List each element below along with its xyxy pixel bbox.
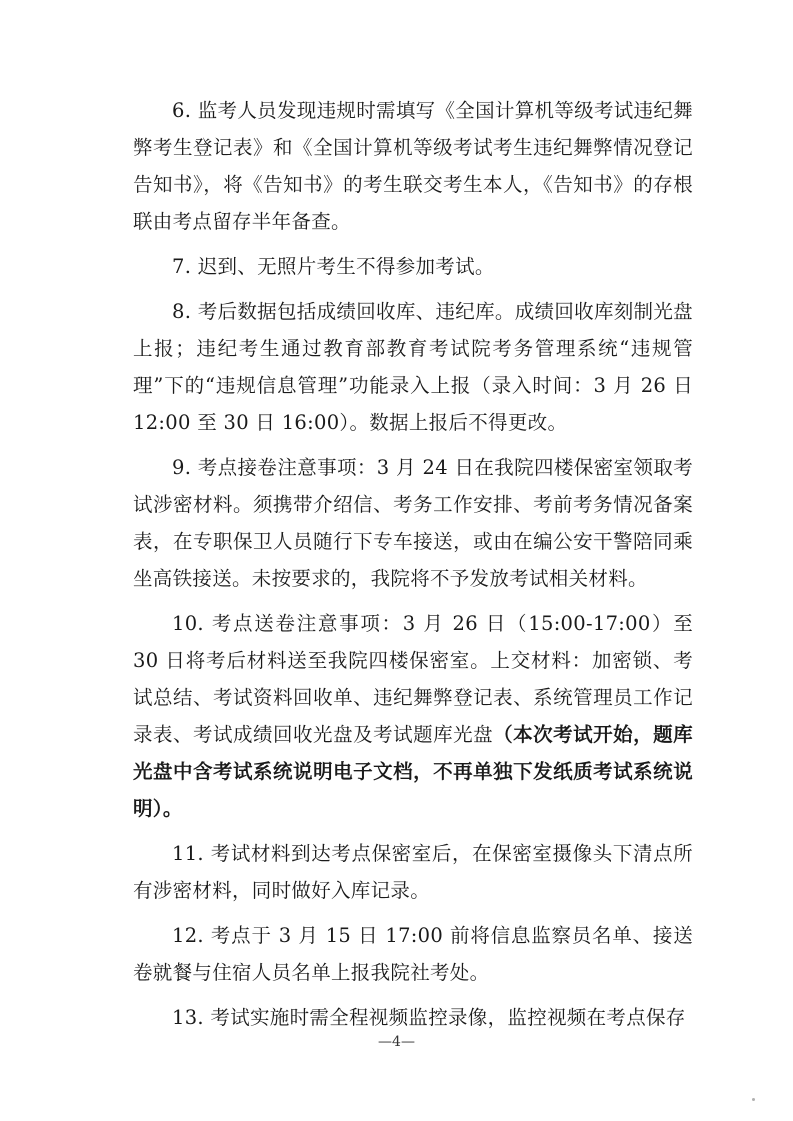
- paragraph-item-7: [133, 248, 693, 285]
- paragraph-item-10: [133, 605, 693, 827]
- paragraph-text: 10. 考点送卷注意事项：3 月 26 日（15:00-17:00）至 30 日将考后材料送至我院四楼保密室。上交材料：加密锁、考试总结、考试资料回收单、违纪舞弊登记表、系统管理员工作记录表、考试成绩回收光盘及考试题库光盘: [133, 612, 693, 746]
- paragraph-item-8: [133, 293, 693, 441]
- paragraph-item-9: [133, 449, 693, 597]
- paragraph-text: 6. 监考人员发现违规时需填写《全国计算机等级考试违纪舞弊考生登记表》和《全国计算机等级考试考生违纪舞弊情况登记告知书》，将《告知书》的考生联交考生本人，《告知书》的存根联由考点留存半年备查。: [133, 99, 693, 233]
- paragraph-item-12: [133, 917, 693, 991]
- paragraph-text: 13. 考试实施时需全程视频监控录像，监控视频在考点保存: [172, 1006, 686, 1029]
- paragraph-text: 11. 考试材料到达考点保密室后，在保密室摄像头下清点所有涉密材料，同时做好入库记录。: [133, 842, 693, 902]
- document-body: [133, 92, 693, 1044]
- paragraph-text: 8. 考后数据包括成绩回收库、违纪库。成绩回收库刻制光盘上报；违纪考生通过教育部教育考试院考务管理系统“违规管理”下的“违规信息管理”功能录入上报（录入时间：3 月 26 日 12:00 至 30 日 16:00）。数据上报后不得更改。: [133, 300, 693, 434]
- paragraph-bold-note: （本次考试开始，题库光盘中含考试系统说明电子文档，不再单独下发纸质考试系统说明）。: [133, 723, 693, 820]
- paragraph-text: 9. 考点接卷注意事项：3 月 24 日在我院四楼保密室领取考试涉密材料。须携带介绍信、考务工作安排、考前考务情况备案表，在专职保卫人员随行下专车接送，或由在编公安干警陪同乘坐高铁接送。未按要求的，我院将不予发放考试相关材料。: [133, 456, 693, 590]
- page-number: —4—: [378, 1034, 415, 1050]
- scan-speck: [752, 1098, 755, 1101]
- paragraph-text: 7. 迟到、无照片考生不得参加考试。: [172, 255, 495, 278]
- paragraph-item-13: [133, 999, 693, 1036]
- paragraph-text: 12. 考点于 3 月 15 日 17:00 前将信息监察员名单、接送卷就餐与住宿人员名单上报我院社考处。: [133, 924, 693, 984]
- paragraph-item-11: [133, 835, 693, 909]
- paragraph-item-6: [133, 92, 693, 240]
